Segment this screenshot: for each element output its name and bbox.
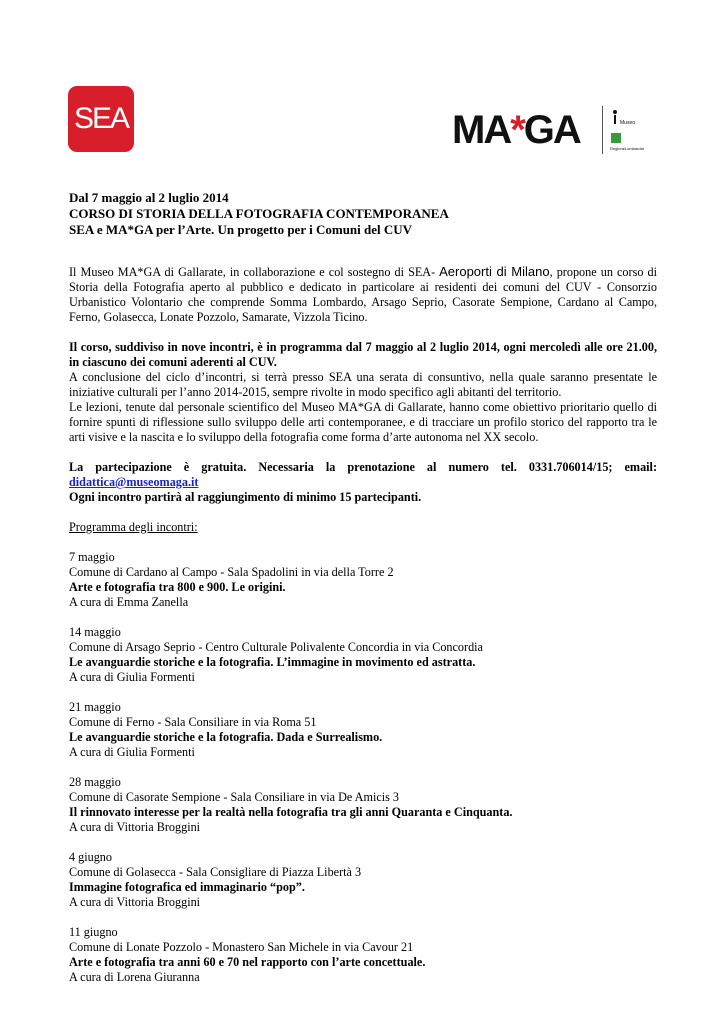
event-date: 4 giugno (69, 850, 112, 864)
event-venue: Comune di Lonate Pozzolo - Monastero San Michele in via Cavour 21 (69, 940, 414, 954)
maga-wordmark: MA*GA (452, 108, 580, 152)
event-topic: Le avanguardie storiche e la fotografia. L’immagine in movimento ed astratta. (69, 655, 476, 669)
regione-lombardia-icon (611, 133, 621, 143)
event-curator: A cura di Giulia Formenti (69, 670, 195, 684)
event-topic: Le avanguardie storiche e la fotografia. Dada e Surrealismo. (69, 730, 383, 744)
participation-minimum: Ogni incontro partirà al raggiungimento di minimo 15 partecipanti. (69, 490, 422, 504)
event-venue: Comune di Casorate Sempione - Sala Consiliare in via De Amicis 3 (69, 790, 400, 804)
event-item (69, 700, 657, 760)
maga-logo (452, 106, 662, 154)
event-venue: Comune di Golasecca - Sala Consigliare di Piazza Libertà 3 (69, 865, 362, 879)
schedule-conclusion: A conclusione del ciclo d’incontri, si terrà presso SEA una serata di consuntivo, nella quale saranno presentate le iniziative culturali per l’anno 2014-2015, sempre rivolte in modo specifico agli abitanti del territorio. (69, 370, 657, 399)
event-date: 21 maggio (69, 700, 121, 714)
event-item (69, 850, 657, 910)
event-item (69, 625, 657, 685)
event-date: 11 giugno (69, 925, 118, 939)
regione-lombardia-label: RegioneLombardia (610, 146, 644, 151)
header-dates: Dal 7 maggio al 2 luglio 2014 (69, 190, 229, 205)
event-curator: A cura di Giulia Formenti (69, 745, 195, 759)
schedule-bold: Il corso, suddiviso in nove incontri, è in programma dal 7 maggio al 2 luglio 2014, ogni mercoledì alle ore 21.00, in ciascuno dei comuni aderenti al CUV. (69, 340, 657, 369)
museo-icon (612, 110, 618, 124)
document-body (69, 190, 657, 985)
event-topic: Arte e fotografia tra anni 60 e 70 nel rapporto con l’arte concettuale. (69, 955, 426, 969)
intro-paragraph: Il Museo MA*GA di Gallarate, in collaborazione e col sostegno di SEA- Aeroporti di Milano, propone un corso di Storia della Fotografia aperto al pubblico e dedicato in particolare ai residenti dei comuni del CUV - Consorzio Urbanistico Volontario che comprende Somma Lombardo, Arsago Seprio, Casorate Sempione, Cardano al Campo, Ferno, Golasecca, Lonate Pozzolo, Samarate, Vizzola Ticino. (69, 264, 657, 324)
event-curator: A cura di Lorena Giuranna (69, 970, 200, 984)
program-heading: Programma degli incontri: (69, 520, 198, 534)
event-item (69, 775, 657, 835)
event-topic: Arte e fotografia tra 800 e 900. Le origini. (69, 580, 286, 594)
event-date: 14 maggio (69, 625, 121, 639)
event-item (69, 925, 657, 985)
event-venue: Comune di Arsago Seprio - Centro Culturale Polivalente Concordia in via Concordia (69, 640, 483, 654)
event-item (69, 550, 657, 610)
event-date: 7 maggio (69, 550, 115, 564)
event-curator: A cura di Vittoria Broggini (69, 895, 201, 909)
email-link[interactable]: didattica@museomaga.it (69, 475, 199, 489)
header-course-title: CORSO DI STORIA DELLA FOTOGRAFIA CONTEMPORANEA (69, 206, 449, 221)
event-venue: Comune di Ferno - Sala Consiliare in via Roma 51 (69, 715, 317, 729)
sea-logo-text: SEA (73, 102, 129, 135)
event-curator: A cura di Vittoria Broggini (69, 820, 201, 834)
schedule-lectures: Le lezioni, tenute dal personale scientifico del Museo MA*GA di Gallarate, hanno come obiettivo prioritario quello di fornire spunti di riflessione sullo sviluppo delle arti contemporanee, e di tracciare un profilo storico del rapporto tra le arti visive e la nascita e lo sviluppo della fotografia come forma d’arte autonoma nel XX secolo. (69, 400, 657, 444)
event-curator: A cura di Emma Zanella (69, 595, 189, 609)
participation-text: La partecipazione è gratuita. Necessaria la prenotazione al numero tel. 0331.706014/15; email: didattica@museomaga.it (69, 460, 657, 489)
sea-logo (68, 86, 134, 152)
event-venue: Comune di Cardano al Campo - Sala Spadolini in via della Torre 2 (69, 565, 394, 579)
event-date: 28 maggio (69, 775, 121, 789)
event-topic: Il rinnovato interesse per la realtà nella fotografia tra gli anni Quaranta e Cinquanta. (69, 805, 513, 819)
logo-divider (602, 106, 603, 154)
museo-label: Museo (620, 120, 636, 126)
event-topic: Immagine fotografica ed immaginario “pop”. (69, 880, 305, 894)
header-project: SEA e MA*GA per l’Arte. Un progetto per i Comuni del CUV (69, 222, 413, 237)
